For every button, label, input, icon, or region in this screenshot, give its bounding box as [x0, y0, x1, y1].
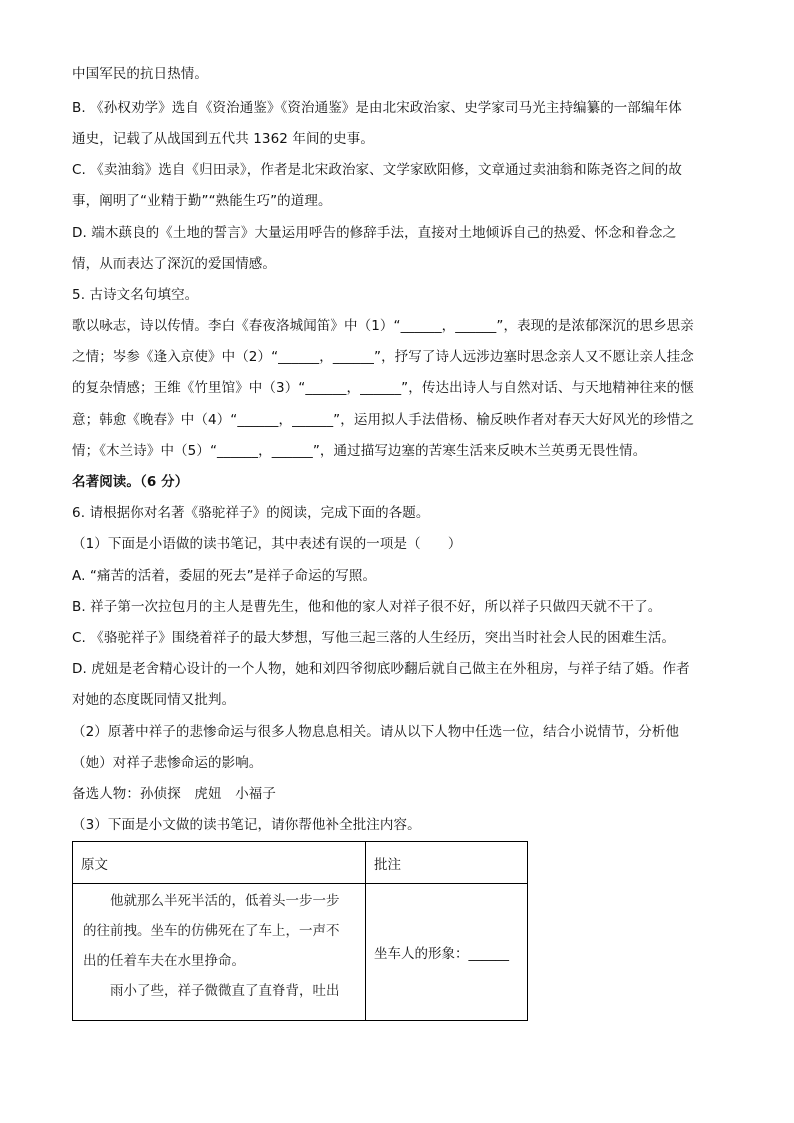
poem-fill-line: 之情；岑参《逢入京使》中（2）“______，______”，抒写了诗人远涉边塞时思念亲人又不愿让亲人挂念: [72, 349, 694, 365]
option-c-line: C. 《骆驼祥子》围绕着祥子的最大梦想，写他三起三落的人生经历，突出当时社会人民的困难生活。: [72, 630, 676, 646]
annotation-cell: 坐车人的形象：______: [366, 884, 528, 1021]
poem-fill-line: 的复杂情感；王维《竹里馆》中（3）“______，______”，传达出诗人与自然对话、与天地精神往来的惬: [72, 380, 694, 396]
text-line: 中国军民的抗日热情。: [72, 66, 208, 82]
poem-fill-line: 歌以咏志，诗以传情。李白《春夜洛城闻笛》中（1）“______，______”，表现的是浓郁深沉的思乡思亲: [72, 318, 694, 334]
original-text-line: 出的任着车夫在水里挣命。: [83, 953, 245, 969]
poem-fill-line: 情；《木兰诗》中（5）“______，______”，通过描写边塞的苦寒生活来反映木兰英勇无畏性情。: [72, 443, 647, 459]
option-d-line: D. 虎妞是老舍精心设计的一个人物，她和刘四爷彻底吵翻后就自己做主在外租房，与祥子结了婚。作者: [72, 661, 690, 677]
header-annotation: 批注: [366, 842, 528, 884]
text-line: 通史，记载了从战国到五代共 1362 年间的史事。: [72, 131, 374, 147]
subquestion-3: （3）下面是小文做的读书笔记，请你帮他补全批注内容。: [72, 817, 421, 833]
reading-notes-table: [72, 841, 528, 1021]
table-header-row: [73, 842, 528, 884]
option-b-line: B. 祥子第一次拉包月的主人是曹先生，他和他的家人对祥子很不好，所以祥子只做四天就不干了。: [72, 599, 662, 615]
section-heading: 名著阅读。（6 分）: [72, 474, 189, 490]
option-b-line: B. 《孙权劝学》选自《资治通鉴》《资治通鉴》是由北宋政治家、史学家司马光主持编纂的一部编年体: [72, 100, 682, 116]
question-5-title: 5. 古诗文名句填空。: [72, 287, 199, 303]
subquestion-2: （2）原著中祥子的悲惨命运与很多人物息息相关。请从以下人物中任选一位，结合小说情节，分析他: [72, 724, 680, 740]
header-original: 原文: [73, 842, 366, 884]
text-line: 情，从而表达了深沉的爱国情感。: [72, 256, 276, 272]
poem-fill-line: 意；韩愈《晚春》中（4）“______，______”，运用拟人手法借杨、榆反映作者对春天大好风光的珍惜之: [72, 412, 694, 428]
text-line: 对她的态度既同情又批判。: [72, 692, 236, 708]
text-line: （她）对祥子悲惨命运的影响。: [72, 755, 263, 771]
option-c-line: C. 《卖油翁》选自《归田录》，作者是北宋政治家、文学家欧阳修，文章通过卖油翁和陈尧咨之间的故: [72, 162, 682, 178]
candidate-characters: 备选人物：孙侦探 虎妞 小福子: [72, 786, 276, 802]
original-text-cell: [73, 884, 366, 1021]
subquestion-1: （1）下面是小语做的读书笔记，其中表述有误的一项是（ ）: [72, 536, 462, 552]
original-text-line: 的往前拽。坐车的仿佛死在了车上，一声不: [83, 923, 340, 939]
table-row: [73, 884, 528, 1021]
option-a-line: A. “痛苦的活着，委屈的死去”是祥子命运的写照。: [72, 568, 377, 584]
original-text-line: 他就那么半死半活的，低着头一步一步: [83, 893, 340, 909]
text-line: 事，阐明了“业精于勤”“熟能生巧”的道理。: [72, 193, 332, 209]
option-d-line: D. 端木蕻良的《土地的誓言》大量运用呼告的修辞手法，直接对土地倾诉自己的热爱、怀念和眷念之: [72, 225, 677, 241]
question-6-title: 6. 请根据你对名著《骆驼祥子》的阅读，完成下面的各题。: [72, 505, 430, 521]
original-text-line: 雨小了些，祥子微微直了直脊背，吐出: [83, 983, 340, 999]
